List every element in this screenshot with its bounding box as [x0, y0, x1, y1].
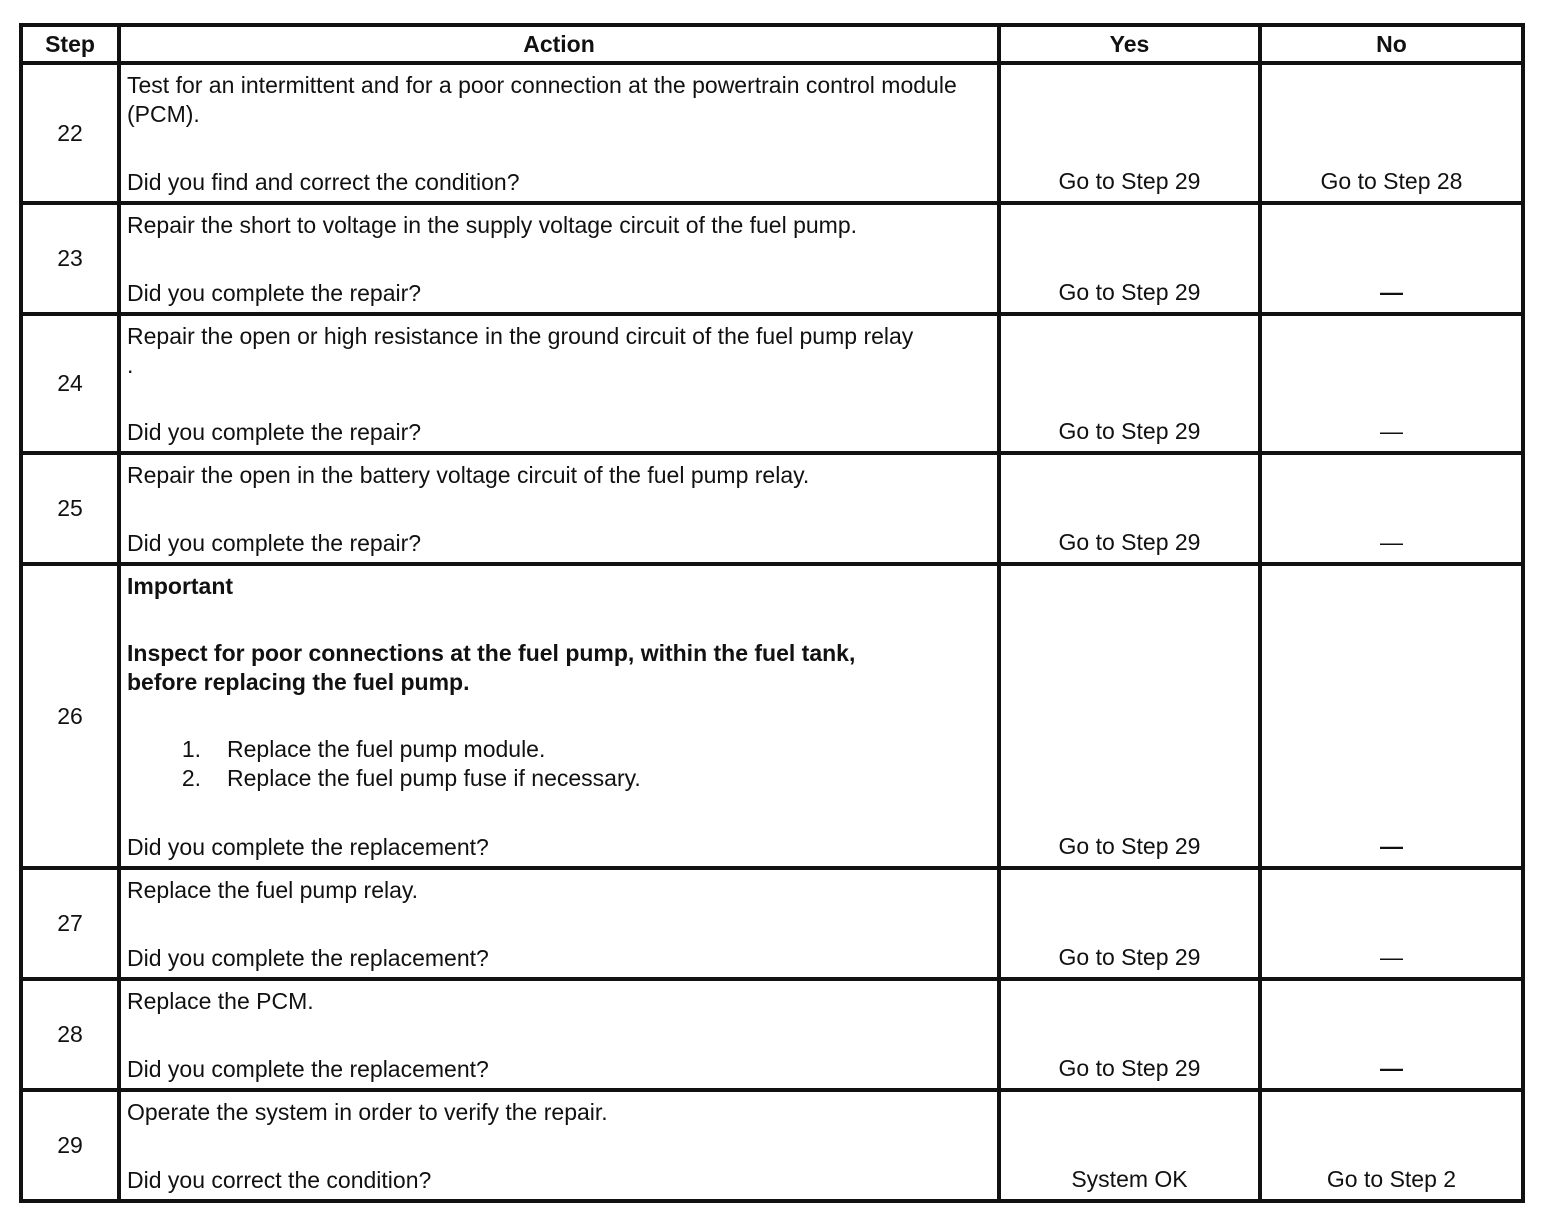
- action-cell: [119, 979, 999, 1090]
- list-item: [127, 735, 991, 764]
- action-question: Did you correct the condition?: [127, 1167, 432, 1193]
- dash-mark: —: [1380, 944, 1403, 970]
- action-text: Repair the open in the battery voltage circuit of the fuel pump relay.: [127, 462, 810, 488]
- table-row: [21, 564, 1523, 868]
- yes-answer: System OK: [999, 1090, 1260, 1201]
- action-question: Did you complete the repair?: [127, 419, 422, 445]
- header-row: [21, 25, 1523, 63]
- header-yes: Yes: [999, 25, 1260, 63]
- action-question: Did you complete the replacement?: [127, 834, 489, 860]
- table-row: [21, 63, 1523, 203]
- header-no: No: [1260, 25, 1523, 63]
- table-row: [21, 979, 1523, 1090]
- yes-answer: Go to Step 29: [999, 453, 1260, 564]
- no-answer: Go to Step 2: [1260, 1090, 1523, 1201]
- action-text: Repair the short to voltage in the supply voltage circuit of the fuel pump.: [127, 212, 858, 238]
- action-cell: [119, 203, 999, 314]
- action-text: Replace the PCM.: [127, 988, 314, 1014]
- dash-mark: —: [1380, 529, 1403, 555]
- table-row: [21, 868, 1523, 979]
- list-item: [127, 764, 991, 793]
- diagnostic-table: [19, 23, 1525, 1203]
- action-cell: [119, 564, 999, 868]
- table-row: [21, 314, 1523, 453]
- procedure-list: [127, 735, 991, 793]
- action-question: Did you complete the replacement?: [127, 945, 489, 971]
- header-step: Step: [21, 25, 119, 63]
- yes-answer: Go to Step 29: [999, 979, 1260, 1090]
- no-answer: [1260, 453, 1523, 564]
- no-answer: [1260, 203, 1523, 314]
- yes-answer: Go to Step 29: [999, 203, 1260, 314]
- action-question: Did you complete the replacement?: [127, 1056, 489, 1082]
- action-question: Did you complete the repair?: [127, 280, 422, 306]
- yes-answer: Go to Step 29: [999, 314, 1260, 453]
- no-answer: Go to Step 28: [1260, 63, 1523, 203]
- step-number: 24: [21, 314, 119, 453]
- dash-mark: —: [1380, 418, 1403, 444]
- list-number: 1.: [181, 736, 201, 762]
- dash-mark: —: [1380, 1055, 1403, 1081]
- action-text: Repair the open or high resistance in the ground circuit of the fuel pump relay .: [127, 323, 914, 378]
- action-cell: [119, 1090, 999, 1201]
- list-text: Replace the fuel pump module.: [227, 736, 546, 762]
- dash-mark: —: [1380, 833, 1403, 859]
- action-cell: [119, 63, 999, 203]
- action-text: Operate the system in order to verify the repair.: [127, 1099, 608, 1125]
- dash-mark: —: [1380, 279, 1403, 305]
- yes-answer: Go to Step 29: [999, 868, 1260, 979]
- action-question: Did you complete the repair?: [127, 530, 422, 556]
- important-note: Inspect for poor connections at the fuel pump, within the fuel tank, before replacing the fuel pump.: [127, 640, 862, 695]
- no-answer: [1260, 314, 1523, 453]
- step-number: 25: [21, 453, 119, 564]
- no-answer: [1260, 868, 1523, 979]
- step-number: 23: [21, 203, 119, 314]
- table-row: [21, 203, 1523, 314]
- yes-answer: Go to Step 29: [999, 63, 1260, 203]
- list-number: 2.: [181, 765, 201, 791]
- action-cell: [119, 453, 999, 564]
- list-text: Replace the fuel pump fuse if necessary.: [227, 765, 641, 791]
- no-answer: [1260, 979, 1523, 1090]
- step-number: 27: [21, 868, 119, 979]
- action-cell: [119, 314, 999, 453]
- no-answer: [1260, 564, 1523, 868]
- table-row: [21, 453, 1523, 564]
- action-text: Replace the fuel pump relay.: [127, 877, 419, 903]
- step-number: 22: [21, 63, 119, 203]
- step-number: 28: [21, 979, 119, 1090]
- action-question: Did you find and correct the condition?: [127, 169, 520, 195]
- table-row: [21, 1090, 1523, 1201]
- important-label: Important: [127, 573, 234, 599]
- header-action: Action: [119, 25, 999, 63]
- yes-answer: Go to Step 29: [999, 564, 1260, 868]
- step-number: 26: [21, 564, 119, 868]
- step-number: 29: [21, 1090, 119, 1201]
- action-text: Test for an intermittent and for a poor connection at the powertrain control module (PCM).: [127, 72, 964, 127]
- action-cell: [119, 868, 999, 979]
